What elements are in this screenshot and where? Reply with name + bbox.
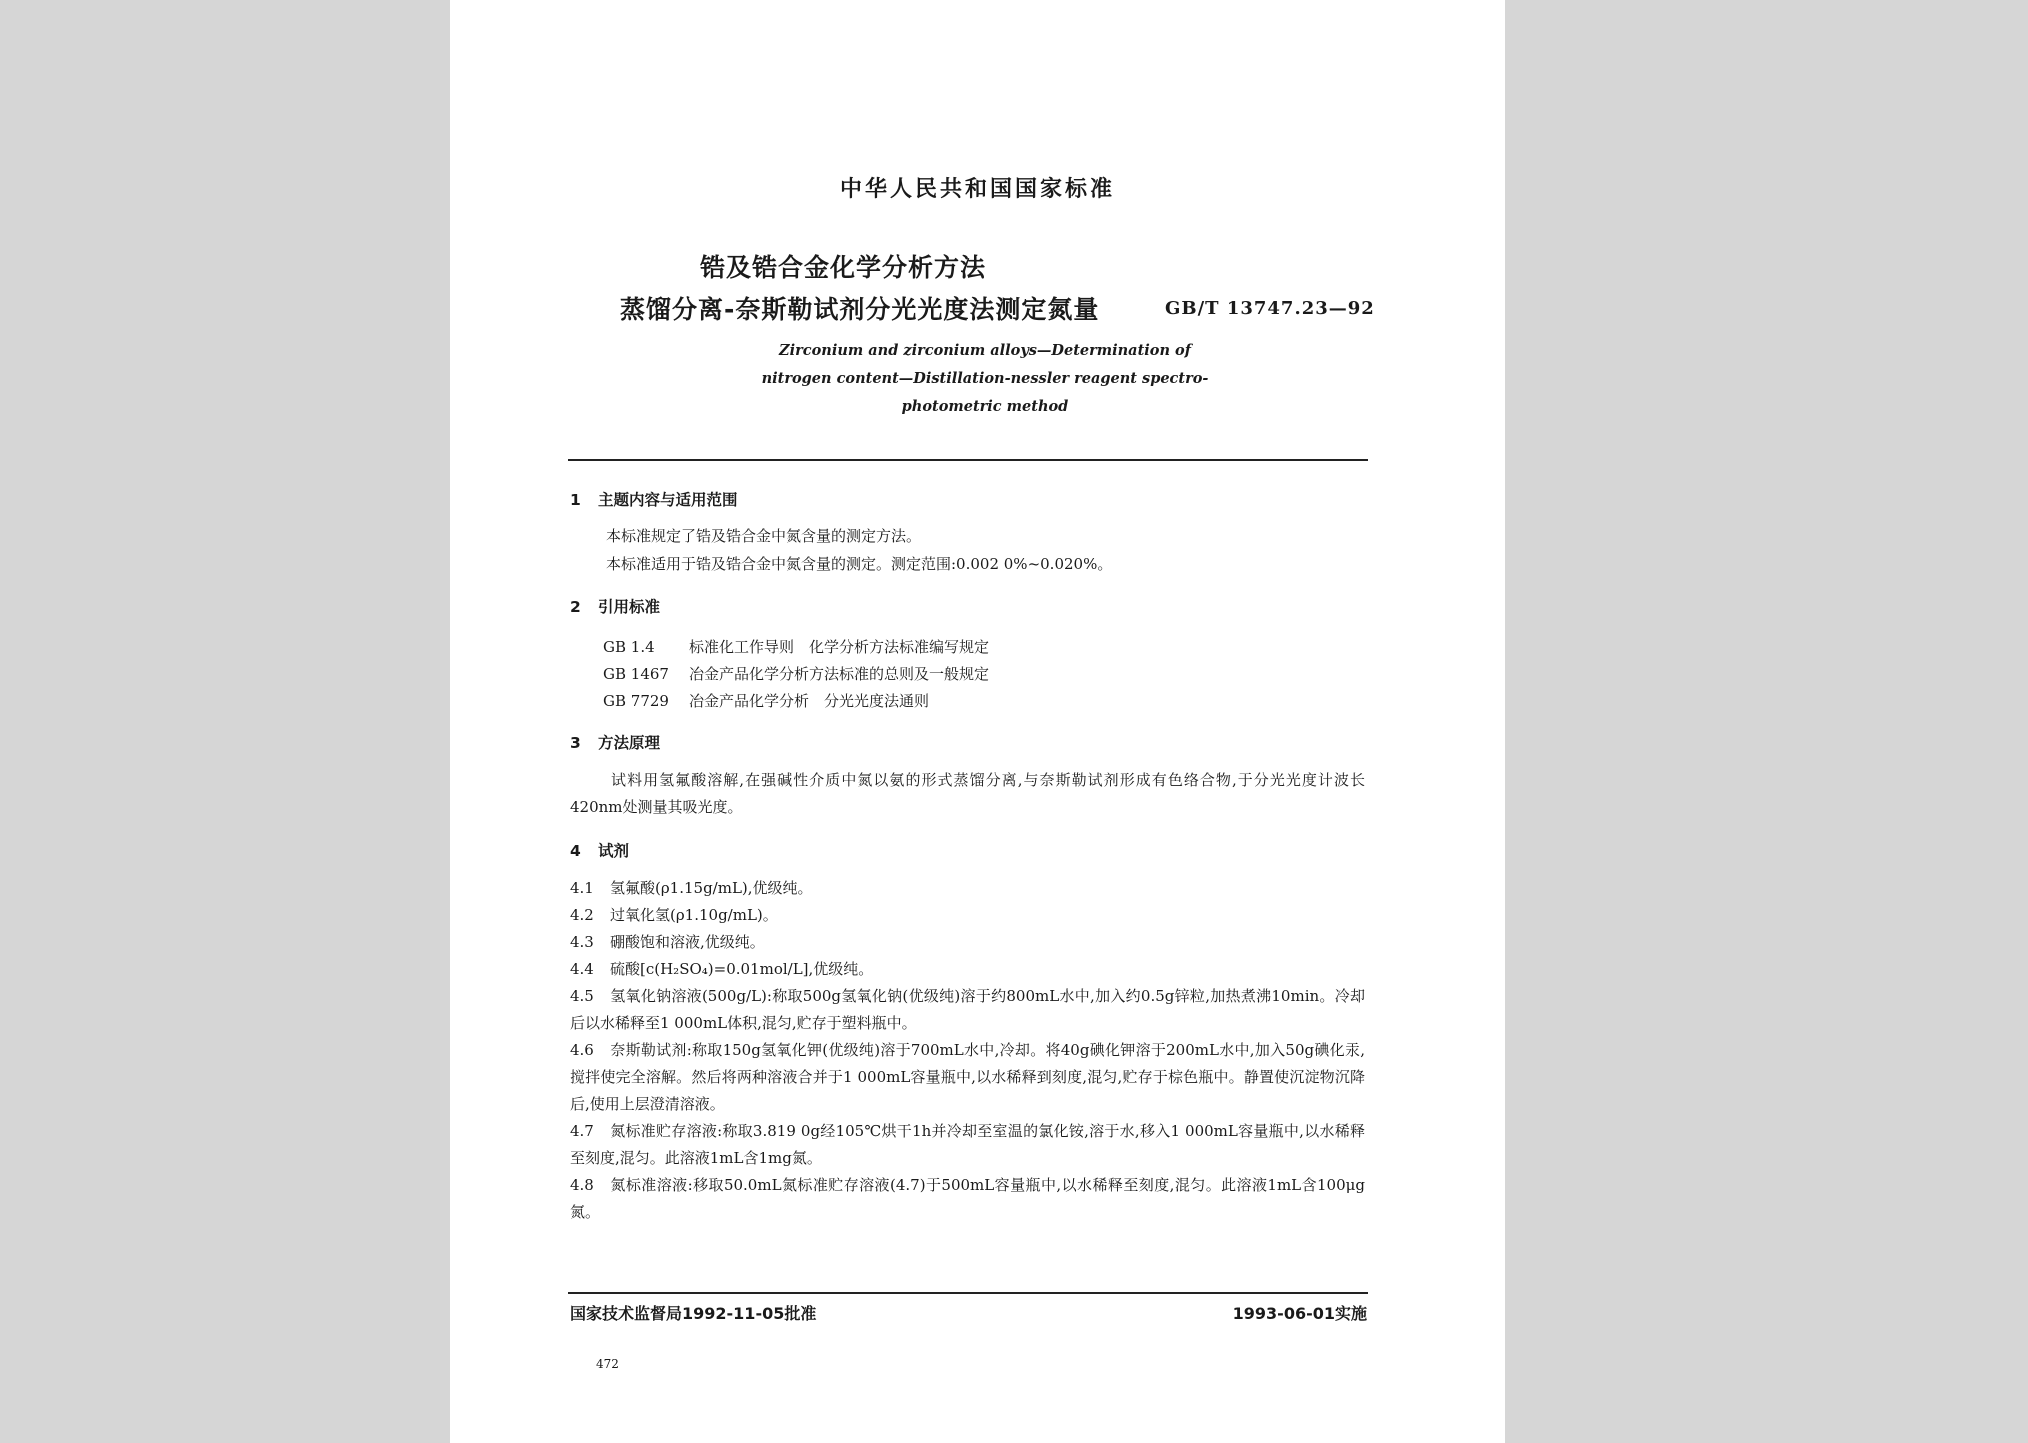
section-number: 2 (570, 598, 581, 616)
section-3-paragraph (570, 767, 1365, 821)
item-text: 氮标准溶液:移取50.0mL氮标准贮存溶液(4.7)于500mL容量瓶中,以水稀释至刻度,混匀。此溶液1mL含100μg氮。 (570, 1176, 1365, 1221)
section-title: 试剂 (598, 842, 630, 860)
item-text: 氢氟酸(ρ1.15g/mL),优级纯。 (610, 879, 813, 897)
item-text: 奈斯勒试剂:称取150g氢氧化钾(优级纯)溶于700mL水中,冷却。将40g碘化钾溶于200mL水中,加入50g碘化汞,搅拌使完全溶解。然后将两种溶液合并于1 000mL容量瓶中,以水稀释到刻度,混匀,贮存于棕色瓶中。静置使沉淀物沉降后,使用上层澄清溶液。 (570, 1041, 1365, 1113)
reference-code: GB 1467 (603, 665, 669, 683)
section-1-paragraph-1: 本标准规定了锆及锆合金中氮含量的测定方法。 (606, 527, 922, 545)
page-number: 472 (596, 1357, 619, 1371)
item-text: 硫酸[c(H₂SO₄)=0.01mol/L],优级纯。 (610, 960, 874, 978)
section-number: 3 (570, 734, 581, 752)
item-number: 4.8 (570, 1176, 594, 1194)
section-1-paragraph-2: 本标准适用于锆及锆合金中氮含量的测定。测定范围:0.002 0%~0.020%。 (606, 555, 1113, 573)
effective-date: 1993-06-01实施 (1232, 1304, 1367, 1323)
reagent-item (570, 875, 1365, 902)
reference-text: 冶金产品化学分析 分光光度法通则 (689, 692, 930, 710)
section-title: 主题内容与适用范围 (598, 491, 738, 509)
item-number: 4.6 (570, 1041, 594, 1059)
reagent-item (570, 1118, 1365, 1172)
item-number: 4.5 (570, 987, 594, 1005)
section-number: 1 (570, 491, 581, 509)
item-number: 4.3 (570, 933, 594, 951)
section-number: 4 (570, 842, 581, 860)
reference-code: GB 7729 (603, 692, 669, 710)
title-line-2: 蒸馏分离-奈斯勒试剂分光光度法测定氮量 (620, 295, 1100, 324)
section-title: 引用标准 (598, 598, 661, 616)
reference-text: 标准化工作导则 化学分析方法标准编写规定 (689, 638, 990, 656)
reagent-item (570, 1037, 1365, 1118)
reagent-item (570, 983, 1365, 1037)
document-page (450, 0, 1505, 1443)
reference-row (603, 636, 989, 657)
item-text: 硼酸饱和溶液,优级纯。 (610, 933, 765, 951)
section-3-heading (570, 731, 660, 753)
reference-code: GB 1.4 (603, 638, 655, 656)
reagent-item (570, 956, 1365, 983)
reagent-item (570, 902, 1365, 929)
item-text: 氢氧化钠溶液(500g/L):称取500g氢氧化钠(优级纯)溶于约800mL水中,加入约0.5g锌粒,加热煮沸10min。冷却后以水稀释至1 000mL体积,混匀,贮存于塑料瓶中。 (570, 987, 1365, 1032)
reagent-item (570, 929, 1365, 956)
english-title-line-1: Zirconium and zirconium alloys—Determination of (779, 342, 1191, 359)
nation-standard-heading: 中华人民共和国国家标准 (839, 177, 1115, 202)
reference-text: 冶金产品化学分析方法标准的总则及一般规定 (689, 665, 990, 683)
item-text: 氮标准贮存溶液:称取3.819 0g经105℃烘干1h并冷却至室温的氯化铵,溶于水,移入1 000mL容量瓶中,以水稀释至刻度,混匀。此溶液1mL含1mg氮。 (570, 1122, 1365, 1167)
section-4-heading (570, 839, 629, 861)
item-number: 4.2 (570, 906, 594, 924)
item-number: 4.4 (570, 960, 594, 978)
header-divider (568, 459, 1368, 461)
english-title-line-3: photometric method (901, 398, 1069, 415)
item-number: 4.1 (570, 879, 594, 897)
item-text: 过氧化氢(ρ1.10g/mL)。 (610, 906, 778, 924)
title-line-1: 锆及锆合金化学分析方法 (700, 253, 987, 282)
section-title: 方法原理 (598, 734, 661, 752)
approval-info: 国家技术监督局1992-11-05批准 (570, 1304, 817, 1323)
item-number: 4.7 (570, 1122, 594, 1140)
footer-divider (568, 1292, 1368, 1294)
reference-row (603, 690, 929, 711)
section-1-heading (570, 488, 738, 510)
reagent-item (570, 1172, 1365, 1226)
reference-row (603, 663, 989, 684)
standard-code: GB/T 13747.23—92 (1165, 298, 1375, 319)
principle-text: 试料用氢氟酸溶解,在强碱性介质中氮以氨的形式蒸馏分离,与奈斯勒试剂形成有色络合物,于分光光度计波长420nm处测量其吸光度。 (570, 771, 1365, 816)
section-2-heading (570, 595, 660, 617)
english-title-line-2: nitrogen content—Distillation-nessler reagent spectro- (761, 370, 1209, 387)
